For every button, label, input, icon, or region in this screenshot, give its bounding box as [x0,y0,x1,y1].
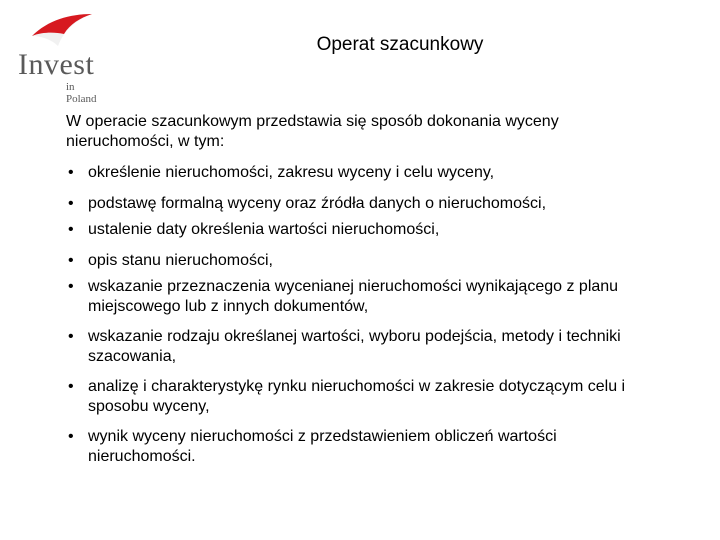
list-item [66,327,666,367]
bullet-icon: • [68,221,74,238]
list-item-text: wskazanie przeznaczenia wycenianej nieruchomości wynikającego z planu miejscowego lub z innych dokumentów, [88,278,619,315]
list-item [66,427,666,467]
list-item-text: określenie nieruchomości, zakresu wyceny i celu wyceny, [88,164,495,181]
list-item [66,194,666,214]
list-item [66,220,666,240]
bullet-icon: • [68,164,74,181]
list-item-text: wynik wyceny nieruchomości z przedstawieniem obliczeń wartości nieruchomości. [88,428,557,465]
list-item-text: podstawę formalną wyceny oraz źródła danych o nieruchomości, [88,195,547,212]
logo-sub-text: in Poland [66,81,97,105]
list-item [66,277,666,317]
list-item [66,377,666,417]
intro-text: W operacie szacunkowym przedstawia się sposób dokonania wyceny nieruchomości, w tym: [66,113,559,150]
bullet-icon: • [68,278,74,295]
slide-title: Operat szacunkowy [316,34,484,55]
list-item-text: opis stanu nieruchomości, [88,252,273,269]
slide-body [66,112,666,467]
logo-main-text: Invest [18,48,95,81]
bullet-icon: • [68,378,74,395]
bullet-icon: • [68,328,74,345]
flag-icon [30,12,94,48]
bullet-icon: • [68,195,74,212]
list-item-text: analizę i charakterystykę rynku nieruchomości w zakresie dotyczącym celu i sposobu wyceny, [88,378,626,415]
list-item [66,163,666,183]
bullet-list [66,163,666,467]
list-item-text: ustalenie daty określenia wartości nieruchomości, [88,221,440,238]
invest-in-poland-logo [14,12,98,105]
bullet-icon: • [68,252,74,269]
list-item [66,251,666,271]
list-item-text: wskazanie rodzaju określanej wartości, wyboru podejścia, metody i techniki szacowania, [88,328,621,365]
bullet-icon: • [68,428,74,445]
